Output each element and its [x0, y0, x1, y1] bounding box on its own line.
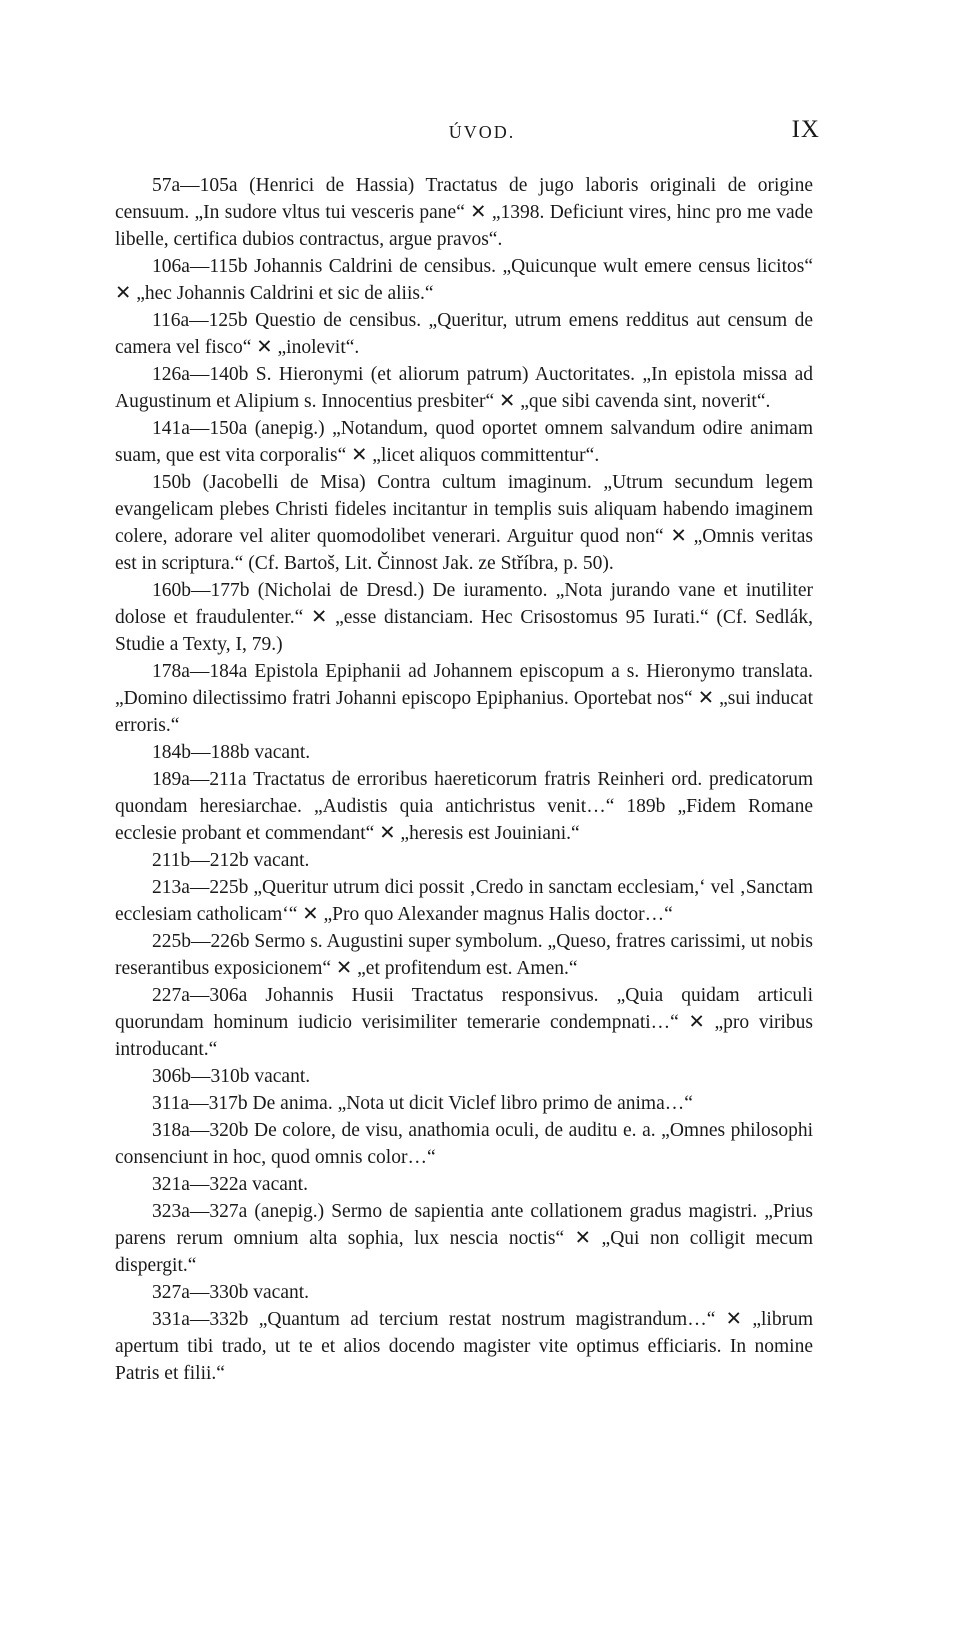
contents-entry: 213a—225b „Queritur utrum dici possit ‚Credo in sanctam ecclesiam,‘ vel ‚Sanctam ecclesiam catholicam‘“ ✕ „Pro quo Alexander magnus Halis doctor…“ — [115, 877, 813, 925]
manuscript-contents-list — [115, 172, 813, 1387]
contents-entry: 189a—211a Tractatus de erroribus haereticorum fratris Reinheri ord. predicatorum quondam heresiarchae. „Audistis quia antichristus venit…“ 189b „Fidem Romane ecclesie probant et commendant“ ✕ „heresis est Jouiniani.“ — [115, 769, 813, 844]
contents-entry: 57a—105a (Henrici de Hassia) Tractatus de jugo laboris originali de origine censuum. „In sudore vltus tui vesceris pane“ ✕ „1398. Deficiunt vires, hinc pro me vade libelle, certifica dubios contractus, argue pravos“. — [115, 175, 813, 250]
contents-entry: 184b—188b vacant. — [152, 742, 311, 763]
contents-entry: 323a—327a (anepig.) Sermo de sapientia ante collationem gradus magistri. „Prius parens rerum omnium alta sophia, lux nescia noctis“ ✕ „Qui non colligit mecum dispergit.“ — [115, 1201, 813, 1276]
contents-entry: 318a—320b De colore, de visu, anathomia oculi, de auditu e. a. „Omnes philosophi consenciunt in hoc, quod omnis color…“ — [115, 1120, 813, 1168]
contents-entry: 331a—332b „Quantum ad tercium restat nostrum magistrandum…“ ✕ „librum apertum tibi trado, ut te et alios docendo magister vite optimus efficiaris. In nomine Patris et filii.“ — [115, 1309, 813, 1384]
contents-entry: 225b—226b Sermo s. Augustini super symbolum. „Queso, fratres carissimi, ut nobis reserantibus exposicionem“ ✕ „et profitendum est. Amen.“ — [115, 931, 813, 979]
contents-entry: 150b (Jacobelli de Misa) Contra cultum imaginum. „Utrum secundum legem evangelicam plebes Christi fideles incitantur in templis suis aliquam habendo imaginem colere, adorare vel aliter quomodolibet venerari. Arguitur quod non“ ✕ „Omnis veritas est in scriptura.“ (Cf. Bartoš, Lit. Činnost Jak. ze Stříbra, p. 50). — [115, 472, 813, 574]
contents-entry: 306b—310b vacant. — [152, 1066, 311, 1087]
contents-entry: 106a—115b Johannis Caldrini de censibus. „Quicunque wult emere census licitos“ ✕ „hec Johannis Caldrini et sic de aliis.“ — [115, 256, 813, 304]
page-number: IX — [791, 116, 820, 143]
contents-entry: 126a—140b S. Hieronymi (et aliorum patrum) Auctoritates. „In epistola missa ad Augustinum et Alipium s. Innocentius presbiter“ ✕ „que sibi cavenda sint, noverit“. — [115, 364, 813, 412]
contents-entry: 311a—317b De anima. „Nota ut dicit Viclef libro primo de anima…“ — [152, 1093, 693, 1114]
contents-entry: 227a—306a Johannis Husii Tractatus responsivus. „Quia quidam articuli quorundam hominum iudicio verisimiliter temerarie condempnati…“ ✕ „pro viribus introducant.“ — [115, 985, 813, 1060]
contents-entry: 211b—212b vacant. — [152, 850, 310, 871]
running-title: ÚVOD. — [448, 122, 516, 142]
page-header — [144, 116, 820, 146]
contents-entry: 178a—184a Epistola Epiphanii ad Johannem episcopum a s. Hieronymo translata. „Domino dilectissimo fratri Johanni episcopo Epiphanius. Oportebat nos“ ✕ „sui inducat erroris.“ — [115, 661, 813, 736]
contents-entry: 321a—322a vacant. — [152, 1174, 308, 1195]
contents-entry: 116a—125b Questio de censibus. „Queritur, utrum emens redditus aut censum de camera vel fisco“ ✕ „inolevit“. — [115, 310, 813, 358]
contents-entry: 327a—330b vacant. — [152, 1282, 310, 1303]
contents-entry: 141a—150a (anepig.) „Notandum, quod oportet omnem salvandum odire animam suam, que est vita corporalis“ ✕ „licet aliquos committentur“. — [115, 418, 813, 466]
contents-entry: 160b—177b (Nicholai de Dresd.) De iuramento. „Nota jurando vane et inutiliter dolose et fraudulenter.“ ✕ „esse distanciam. Hec Crisostomus 95 Iurati.“ (Cf. Sedlák, Studie a Texty, I, 79.) — [115, 580, 813, 655]
